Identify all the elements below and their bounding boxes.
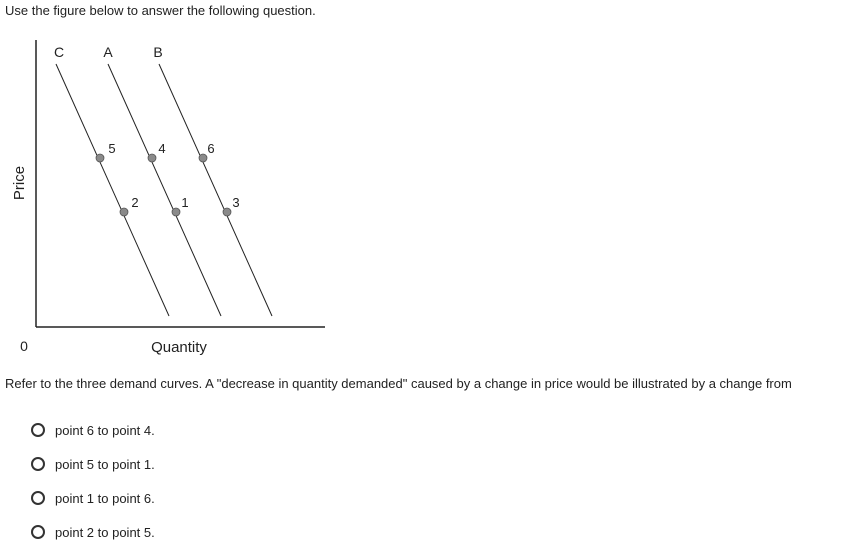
point-4-label: 4 (158, 141, 166, 156)
point-5-marker (96, 154, 104, 162)
point-1-marker (172, 208, 180, 216)
demand-curve-b (159, 64, 272, 316)
point-6-label: 6 (207, 141, 215, 156)
demand-curve-c (56, 64, 169, 316)
radio-button-icon[interactable] (31, 423, 45, 437)
answer-option-label: point 2 to point 5. (55, 524, 155, 540)
curve-label-a: A (103, 44, 113, 60)
radio-button-icon[interactable] (31, 491, 45, 505)
question-prompt: Use the figure below to answer the following question. (5, 3, 316, 18)
point-6-marker (199, 154, 207, 162)
point-3-label: 3 (232, 195, 240, 210)
point-3-marker (223, 208, 231, 216)
answer-option-2[interactable] (31, 447, 155, 481)
x-axis-label: Quantity (151, 339, 207, 356)
radio-button-icon[interactable] (31, 457, 45, 471)
answer-option-1[interactable] (31, 413, 155, 447)
curve-label-c: C (53, 44, 65, 60)
point-5-label: 5 (108, 141, 116, 156)
demand-curve-a (108, 64, 221, 316)
answer-option-label: point 5 to point 1. (55, 456, 155, 472)
answer-option-3[interactable] (31, 481, 155, 515)
point-2-marker (120, 208, 128, 216)
answer-options (31, 413, 155, 549)
y-axis-label: Price (11, 165, 28, 201)
origin-label: 0 (20, 338, 28, 354)
answer-option-label: point 1 to point 6. (55, 490, 155, 506)
answer-option-4[interactable] (31, 515, 155, 549)
point-4-marker (148, 154, 156, 162)
radio-button-icon[interactable] (31, 525, 45, 539)
point-1-label: 1 (181, 195, 189, 210)
answer-option-label: point 6 to point 4. (55, 422, 155, 438)
curve-label-b: B (153, 44, 163, 60)
point-2-label: 2 (131, 195, 139, 210)
question-text: Refer to the three demand curves. A "decrease in quantity demanded" caused by a change in price would be illustrated by a change from (5, 376, 792, 391)
